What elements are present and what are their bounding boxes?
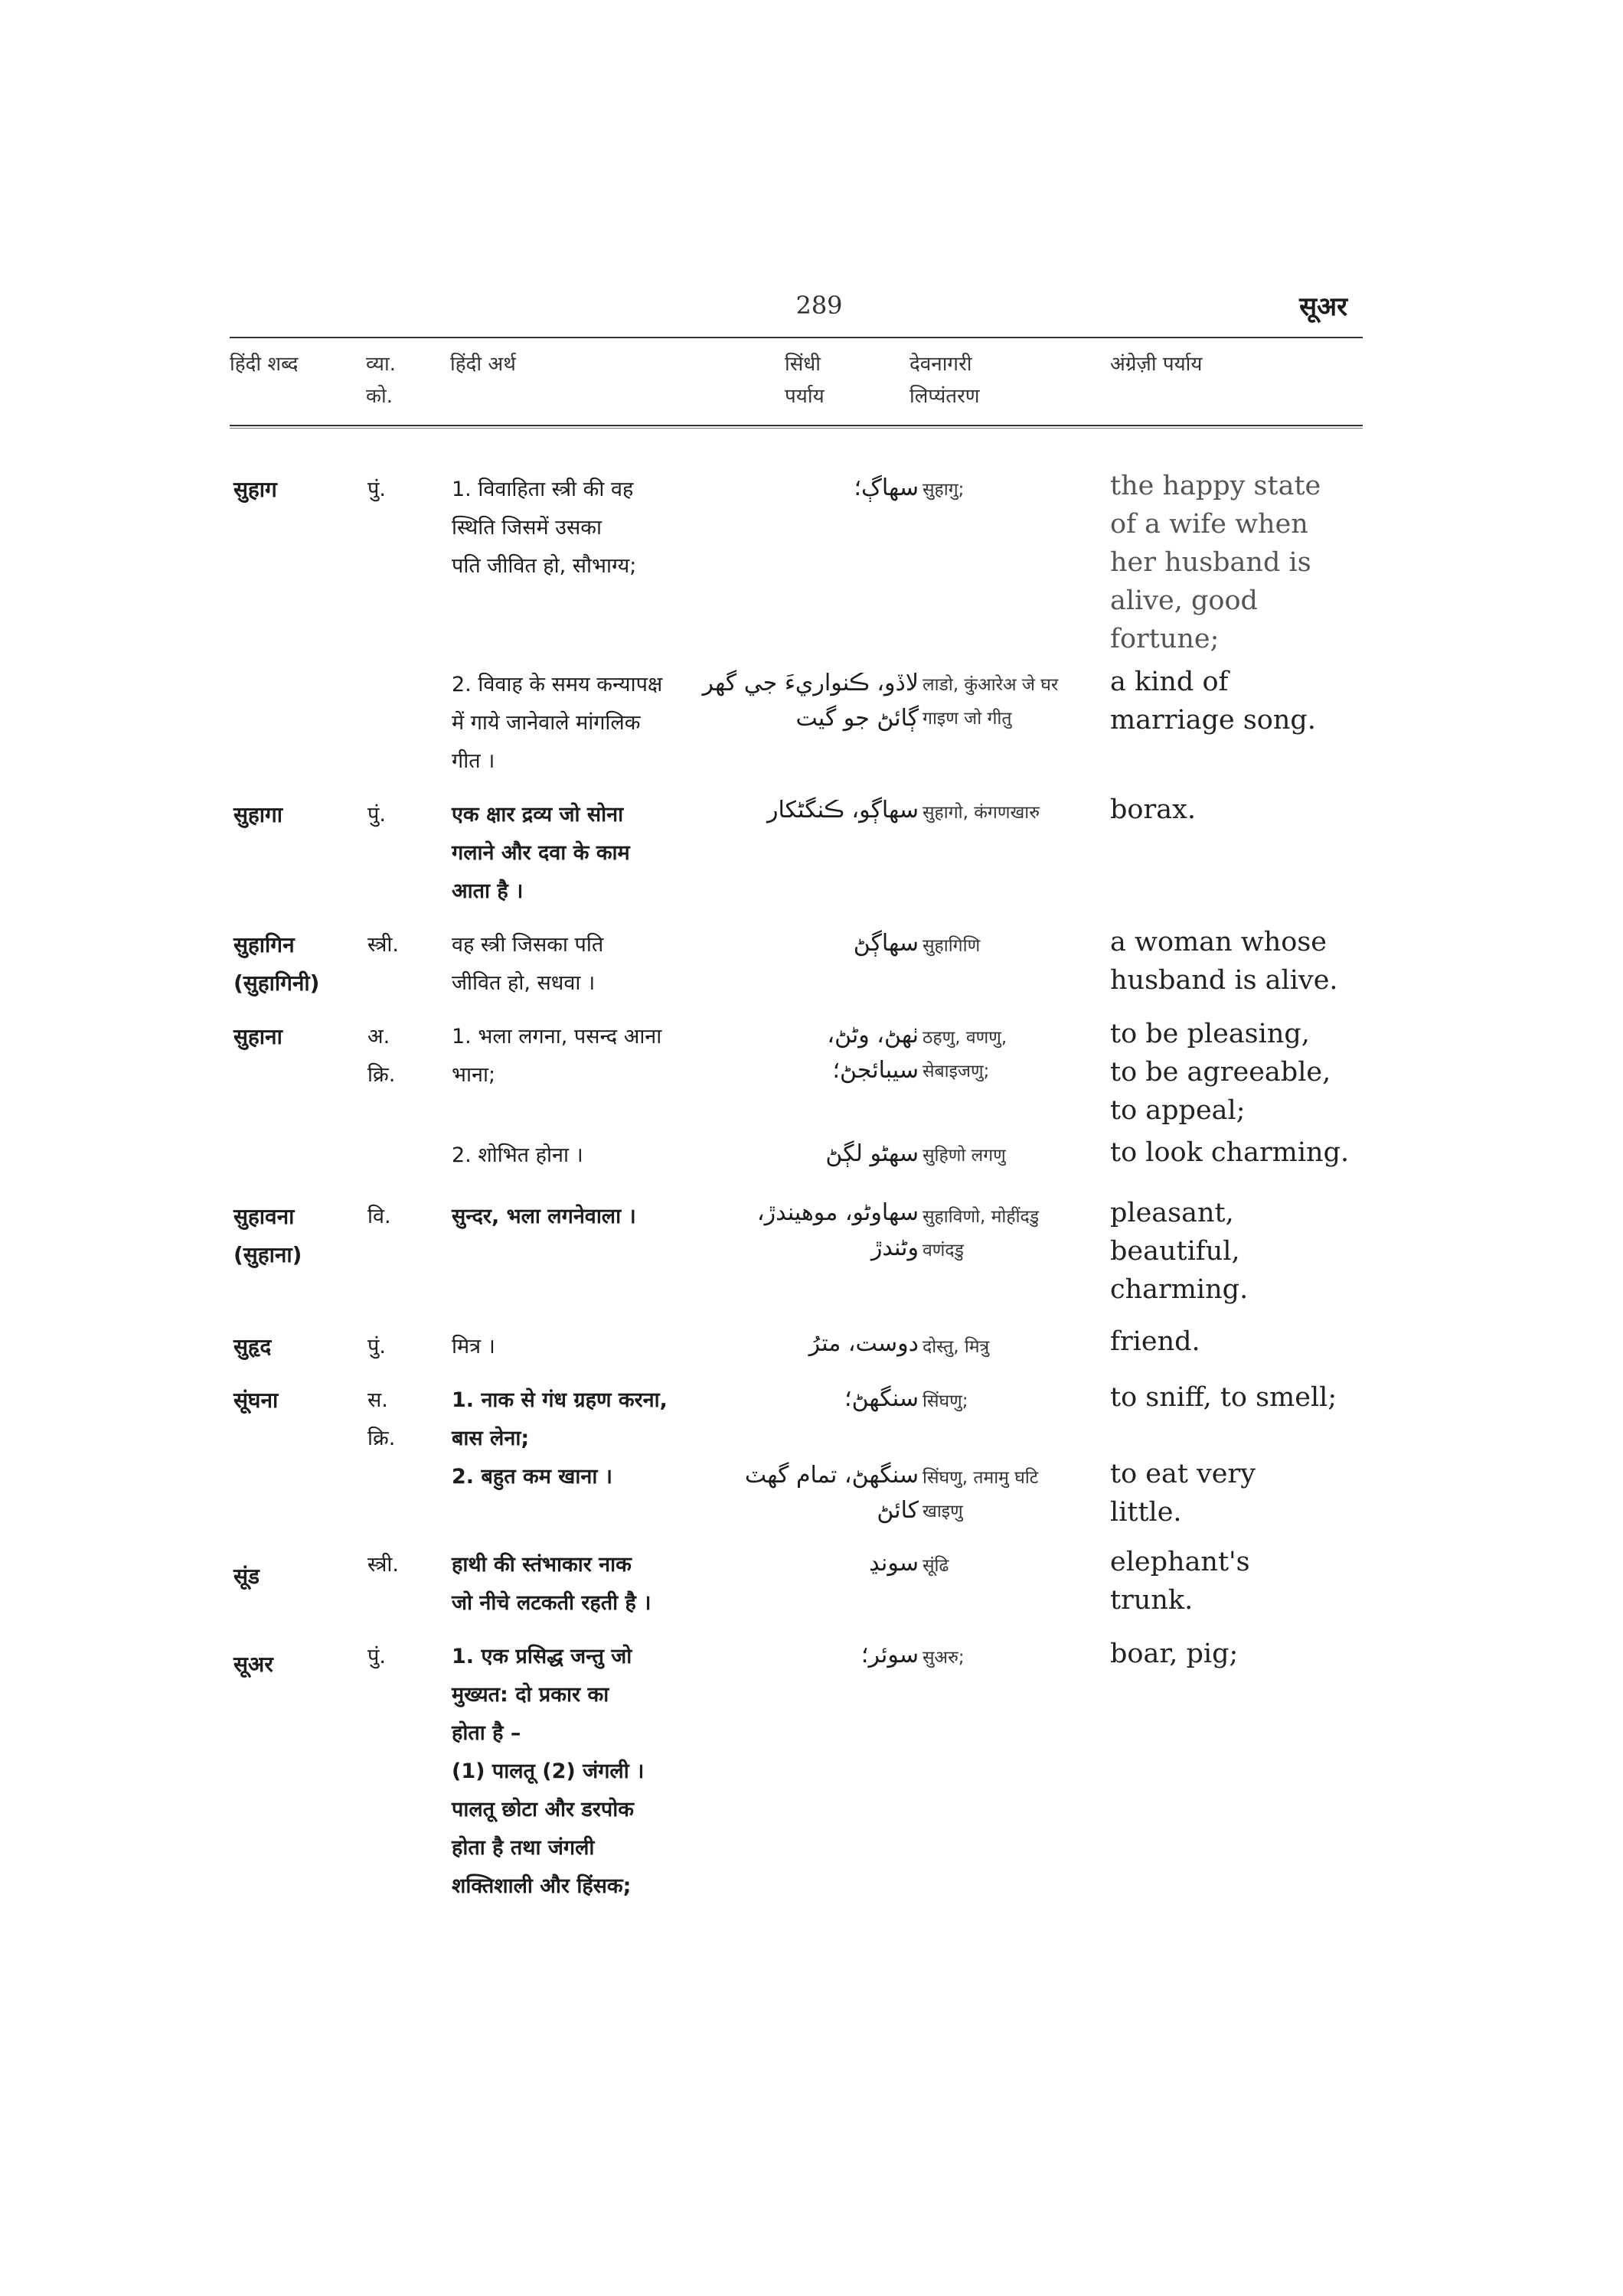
entry-english: a kind of marriage song.	[1110, 667, 1316, 735]
entry-sindhi: سنگهڻ، تمام گهٽ کائڻ	[744, 1462, 919, 1524]
entry-devanagari: सुहागिणि	[923, 936, 981, 956]
entry-grammar: वि.	[367, 1205, 391, 1228]
column-header-sindhi: सिंधी पर्याय	[785, 353, 825, 408]
column-header-hindi-meaning: हिंदी अर्थ	[450, 353, 516, 376]
header-rule	[230, 425, 1363, 426]
entry-meaning: 1. भला लगना, पसन्द आना भाना;	[452, 1025, 662, 1087]
entry-devanagari: सुहिणो लगणु	[923, 1146, 1006, 1166]
entry-grammar: पुं.	[367, 1335, 386, 1358]
entry-sindhi: لاڏو، ڪنواريءَ جي گهر ڳائڻ جو گيت	[702, 670, 919, 732]
header-rule-secondary	[230, 428, 1363, 429]
page-number: 289	[795, 291, 843, 320]
entry-devanagari: लाडो, कुंआरेअ जे घर गाइण जो गीतु	[923, 675, 1059, 729]
entry-word: सुहागा	[233, 802, 283, 827]
entry-grammar: स्त्री.	[367, 933, 399, 957]
entry-grammar: अ. क्रि.	[367, 1025, 396, 1087]
entry-grammar: पुं.	[367, 803, 386, 827]
entry-english: to look charming.	[1110, 1137, 1350, 1168]
entry-devanagari: सुअरु;	[923, 1648, 965, 1668]
column-header-grammar: व्या. को.	[366, 353, 396, 408]
entry-english: the happy state of a wife when her husband is alive, good fortune;	[1110, 471, 1321, 654]
entry-english: boar, pig;	[1110, 1639, 1239, 1669]
entry-meaning: सुन्दर, भला लगनेवाला ।	[452, 1205, 636, 1228]
entry-devanagari: सुहाविणो, मोहींदडु वणंदडु	[923, 1207, 1040, 1261]
entry-word: सुहाना	[233, 1024, 282, 1049]
entry-meaning: 1. विवाहिता स्त्री की वह स्थिति जिसमें उसका पति जीवित हो, सौभाग्य;	[452, 478, 637, 578]
entry-devanagari: ठहणु, वणणु, सेबाइजणु;	[923, 1028, 1007, 1081]
entry-devanagari: सुहागो, कंगणखारु	[923, 803, 1040, 823]
column-header-english: अंग्रेज़ी पर्याय	[1110, 353, 1203, 376]
entry-meaning: 1. एक प्रसिद्ध जन्तु जो मुख्यत: दो प्रकार का होता है – (1) पालतू (2) जंगली । पालतू छोटा और डरपोक होता है तथा जंगली शक्तिशाली और हिंसक;	[452, 1645, 645, 1898]
entry-devanagari: सिंघणु;	[923, 1391, 968, 1411]
entry-word: सुहागिन (सुहागिनी)	[233, 932, 320, 996]
entry-meaning: 2. बहुत कम खाना ।	[452, 1465, 612, 1489]
column-header-devanagari: देवनागरी लिप्यंतरण	[909, 353, 980, 408]
entry-devanagari: सिंघणु, तमामु घटि खाइणु	[923, 1468, 1039, 1521]
entry-grammar: पुं.	[367, 478, 386, 501]
entry-english: friend.	[1110, 1326, 1200, 1357]
column-header-hindi-word: हिंदी शब्द	[230, 353, 299, 376]
entry-english: to sniff, to smell;	[1110, 1382, 1337, 1413]
entry-devanagari: सुहागु;	[923, 480, 965, 500]
entry-sindhi: سهڻو لڳڻ	[825, 1140, 919, 1167]
entry-meaning: एक क्षार द्रव्य जो सोना गलाने और दवा के काम आता है ।	[452, 803, 630, 903]
entry-meaning: वह स्त्री जिसका पति जीवित हो, सधवा ।	[452, 933, 604, 995]
entry-sindhi: سنگهڻ؛	[844, 1385, 919, 1412]
entry-english: a woman whose husband is alive.	[1110, 927, 1338, 996]
entry-word: सूंड	[233, 1564, 260, 1589]
entry-sindhi: سونڍ	[869, 1550, 919, 1577]
entry-sindhi: سهاڳڻ	[853, 930, 919, 957]
entry-sindhi: ٺهڻ، وڻڻ، سيبائجڻ؛	[827, 1022, 919, 1084]
entry-word: सूअर	[233, 1652, 273, 1677]
entry-grammar: स्त्री.	[367, 1553, 399, 1577]
entry-meaning: 2. शोभित होना ।	[452, 1143, 583, 1167]
entry-sindhi: سهاوڻو، موهيندڙ، وڻندڙ	[756, 1199, 919, 1261]
entry-devanagari: सूंढि	[923, 1556, 949, 1576]
entry-word: सुहाग	[233, 477, 277, 502]
top-rule	[230, 337, 1363, 338]
entry-english: elephant's trunk.	[1110, 1547, 1250, 1616]
entry-word: सूंघना	[233, 1388, 279, 1413]
entry-sindhi: دوست، مترُ	[808, 1330, 919, 1357]
entry-sindhi: سهاڳ؛	[854, 475, 919, 501]
entry-meaning: हाथी की स्तंभाकार नाक जो नीचे लटकती रहती है ।	[452, 1553, 651, 1615]
entry-sindhi: سوئر؛	[860, 1642, 919, 1668]
entry-english: to eat very little.	[1110, 1459, 1256, 1528]
entry-meaning: मित्र ।	[452, 1335, 495, 1358]
entry-grammar: स. क्रि.	[367, 1388, 396, 1450]
entry-word: सुहावना (सुहाना)	[233, 1204, 302, 1267]
entry-meaning: 1. नाक से गंध ग्रहण करना, बास लेना;	[452, 1388, 668, 1450]
entry-word: सुहृद	[233, 1334, 272, 1359]
entry-grammar: पुं.	[367, 1645, 386, 1668]
entry-english: to be pleasing, to be agreeable, to appeal;	[1110, 1019, 1331, 1126]
entry-sindhi: سهاڳو، ڪنگڻکار	[766, 797, 919, 823]
guide-word: सूअर	[1299, 292, 1347, 322]
entry-devanagari: दोस्तु, मित्रु	[923, 1337, 990, 1357]
entry-english: pleasant, beautiful, charming.	[1110, 1198, 1249, 1305]
entry-english: borax.	[1110, 794, 1196, 825]
entry-meaning: 2. विवाह के समय कन्यापक्ष में गाये जानेवाले मांगलिक गीत ।	[452, 673, 663, 773]
